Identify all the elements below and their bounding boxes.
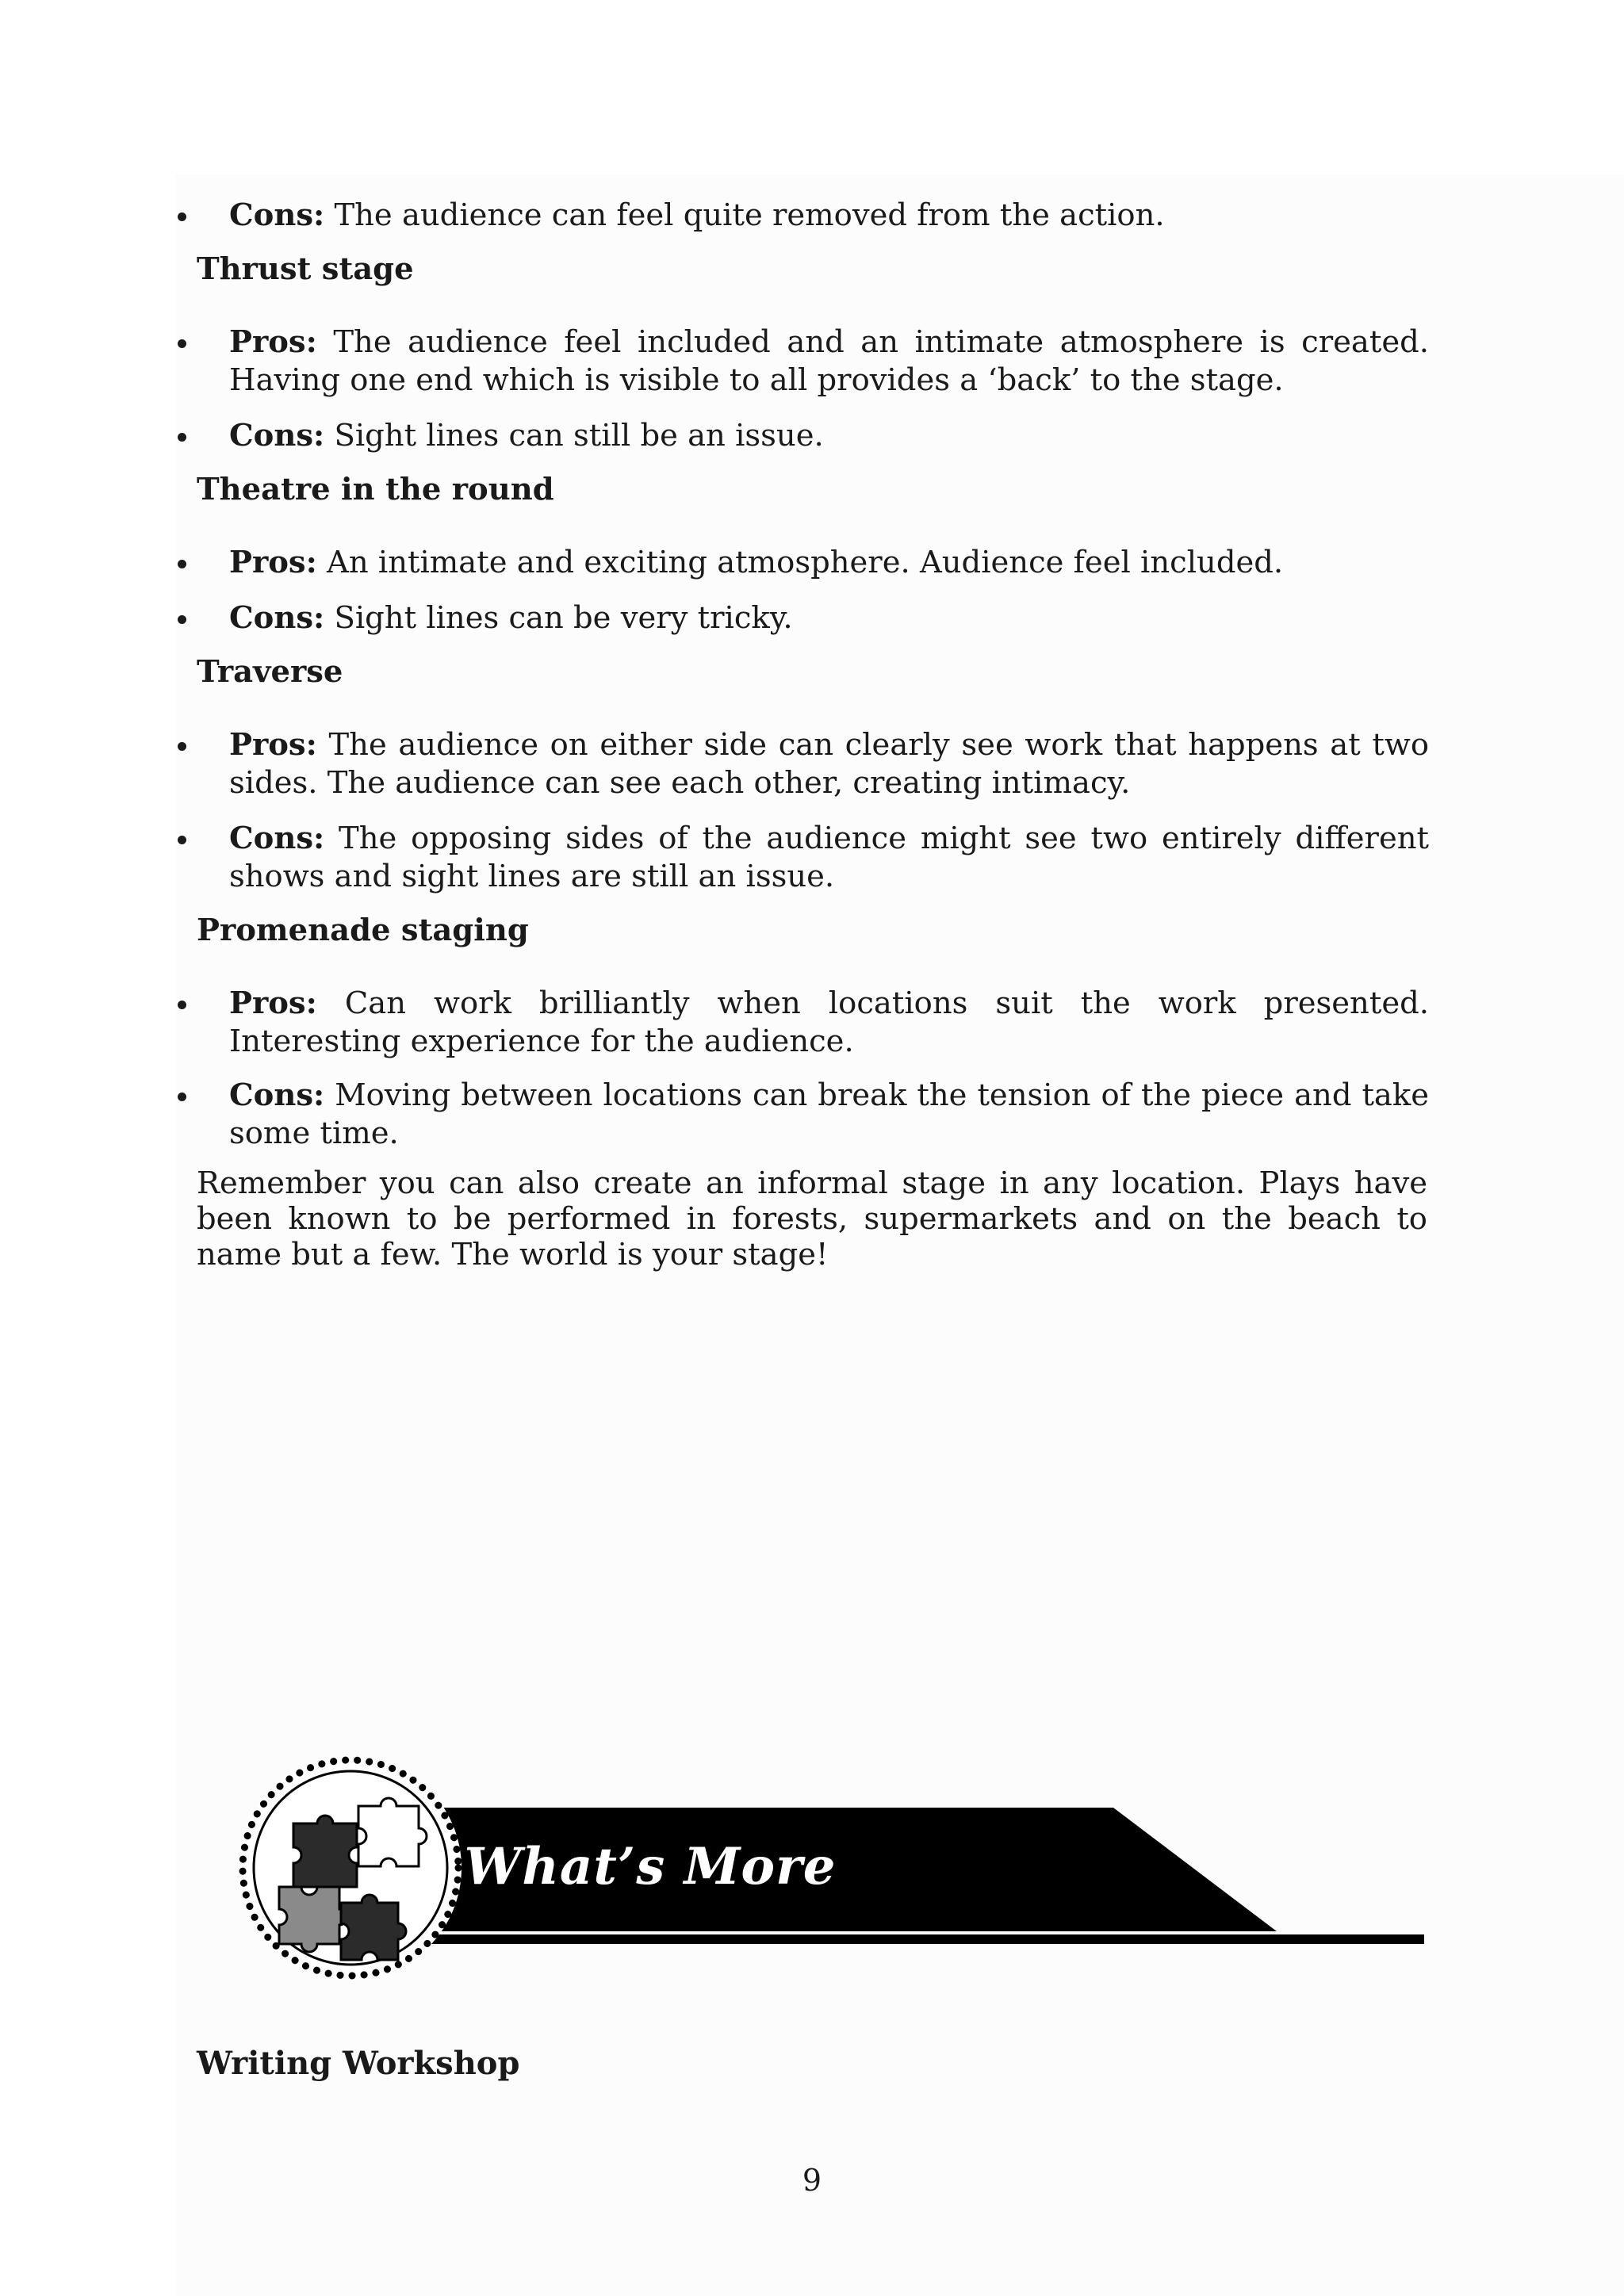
- item-label: Pros:: [229, 545, 317, 580]
- item-text: Sight lines can be very tricky.: [324, 600, 793, 636]
- item-text: Can work brilliantly when locations suit the work presented. Interesting experience for the audience.: [229, 985, 1429, 1059]
- item-label: Cons:: [229, 821, 325, 856]
- list-item-text: [229, 417, 1429, 455]
- list-item-text: [229, 323, 1429, 400]
- item-text: Moving between locations can break the tension of the piece and take some time.: [229, 1077, 1429, 1151]
- item-label: Pros:: [229, 985, 317, 1021]
- item-label: Cons:: [229, 1077, 325, 1113]
- list-item-text: [229, 544, 1429, 582]
- item-text: The audience feel included and an intimate atmosphere is created. Having one end which is visible to all provides a ‘back’ to the stage.: [229, 324, 1429, 398]
- item-text: Sight lines can still be an issue.: [324, 418, 824, 453]
- list-item-text: [229, 197, 1429, 235]
- section-heading: Theatre in the round: [197, 472, 554, 507]
- item-label: Pros:: [229, 324, 317, 360]
- item-text: The audience can feel quite removed from the action.: [324, 197, 1165, 233]
- item-text: The opposing sides of the audience might see two entirely different shows and sight lines are still an issue.: [229, 821, 1429, 894]
- banner-title: What’s More: [464, 1837, 837, 1896]
- item-label: Cons:: [229, 418, 325, 453]
- list-item-text: [229, 726, 1429, 802]
- bullet-dot: [178, 1001, 186, 1009]
- list-item-text: [229, 820, 1429, 896]
- item-label: Pros:: [229, 727, 317, 763]
- bullet-dot: [178, 615, 186, 624]
- section-heading: Traverse: [197, 654, 343, 690]
- list-item-text: [229, 985, 1429, 1061]
- banner-rule: [420, 1934, 1424, 1944]
- item-label: Cons:: [229, 600, 325, 636]
- bullet-dot: [178, 433, 186, 442]
- page-number: 9: [802, 2163, 822, 2198]
- section-heading: Promenade staging: [197, 913, 529, 948]
- item-text: The audience on either side can clearly see work that happens at two sides. The audience can see each other, creating intimacy.: [229, 727, 1429, 801]
- list-item-text: [229, 1077, 1429, 1153]
- bullet-dot: [178, 1093, 186, 1101]
- list-item-text: [229, 599, 1429, 637]
- closing-paragraph: Remember you can also create an informal stage in any location. Plays have been known to be performed in forests, supermarkets and on the beach to name but a few. The world is your stage!: [197, 1165, 1427, 1272]
- item-label: Cons:: [229, 197, 325, 233]
- bullet-dot: [178, 339, 186, 348]
- subheading: Writing Workshop: [197, 2045, 520, 2082]
- bullet-dot: [178, 212, 186, 221]
- bullet-dot: [178, 742, 186, 751]
- section-heading: Thrust stage: [197, 251, 414, 287]
- bullet-dot: [178, 836, 186, 844]
- item-text: An intimate and exciting atmosphere. Audience feel included.: [316, 545, 1284, 580]
- bullet-dot: [178, 560, 186, 568]
